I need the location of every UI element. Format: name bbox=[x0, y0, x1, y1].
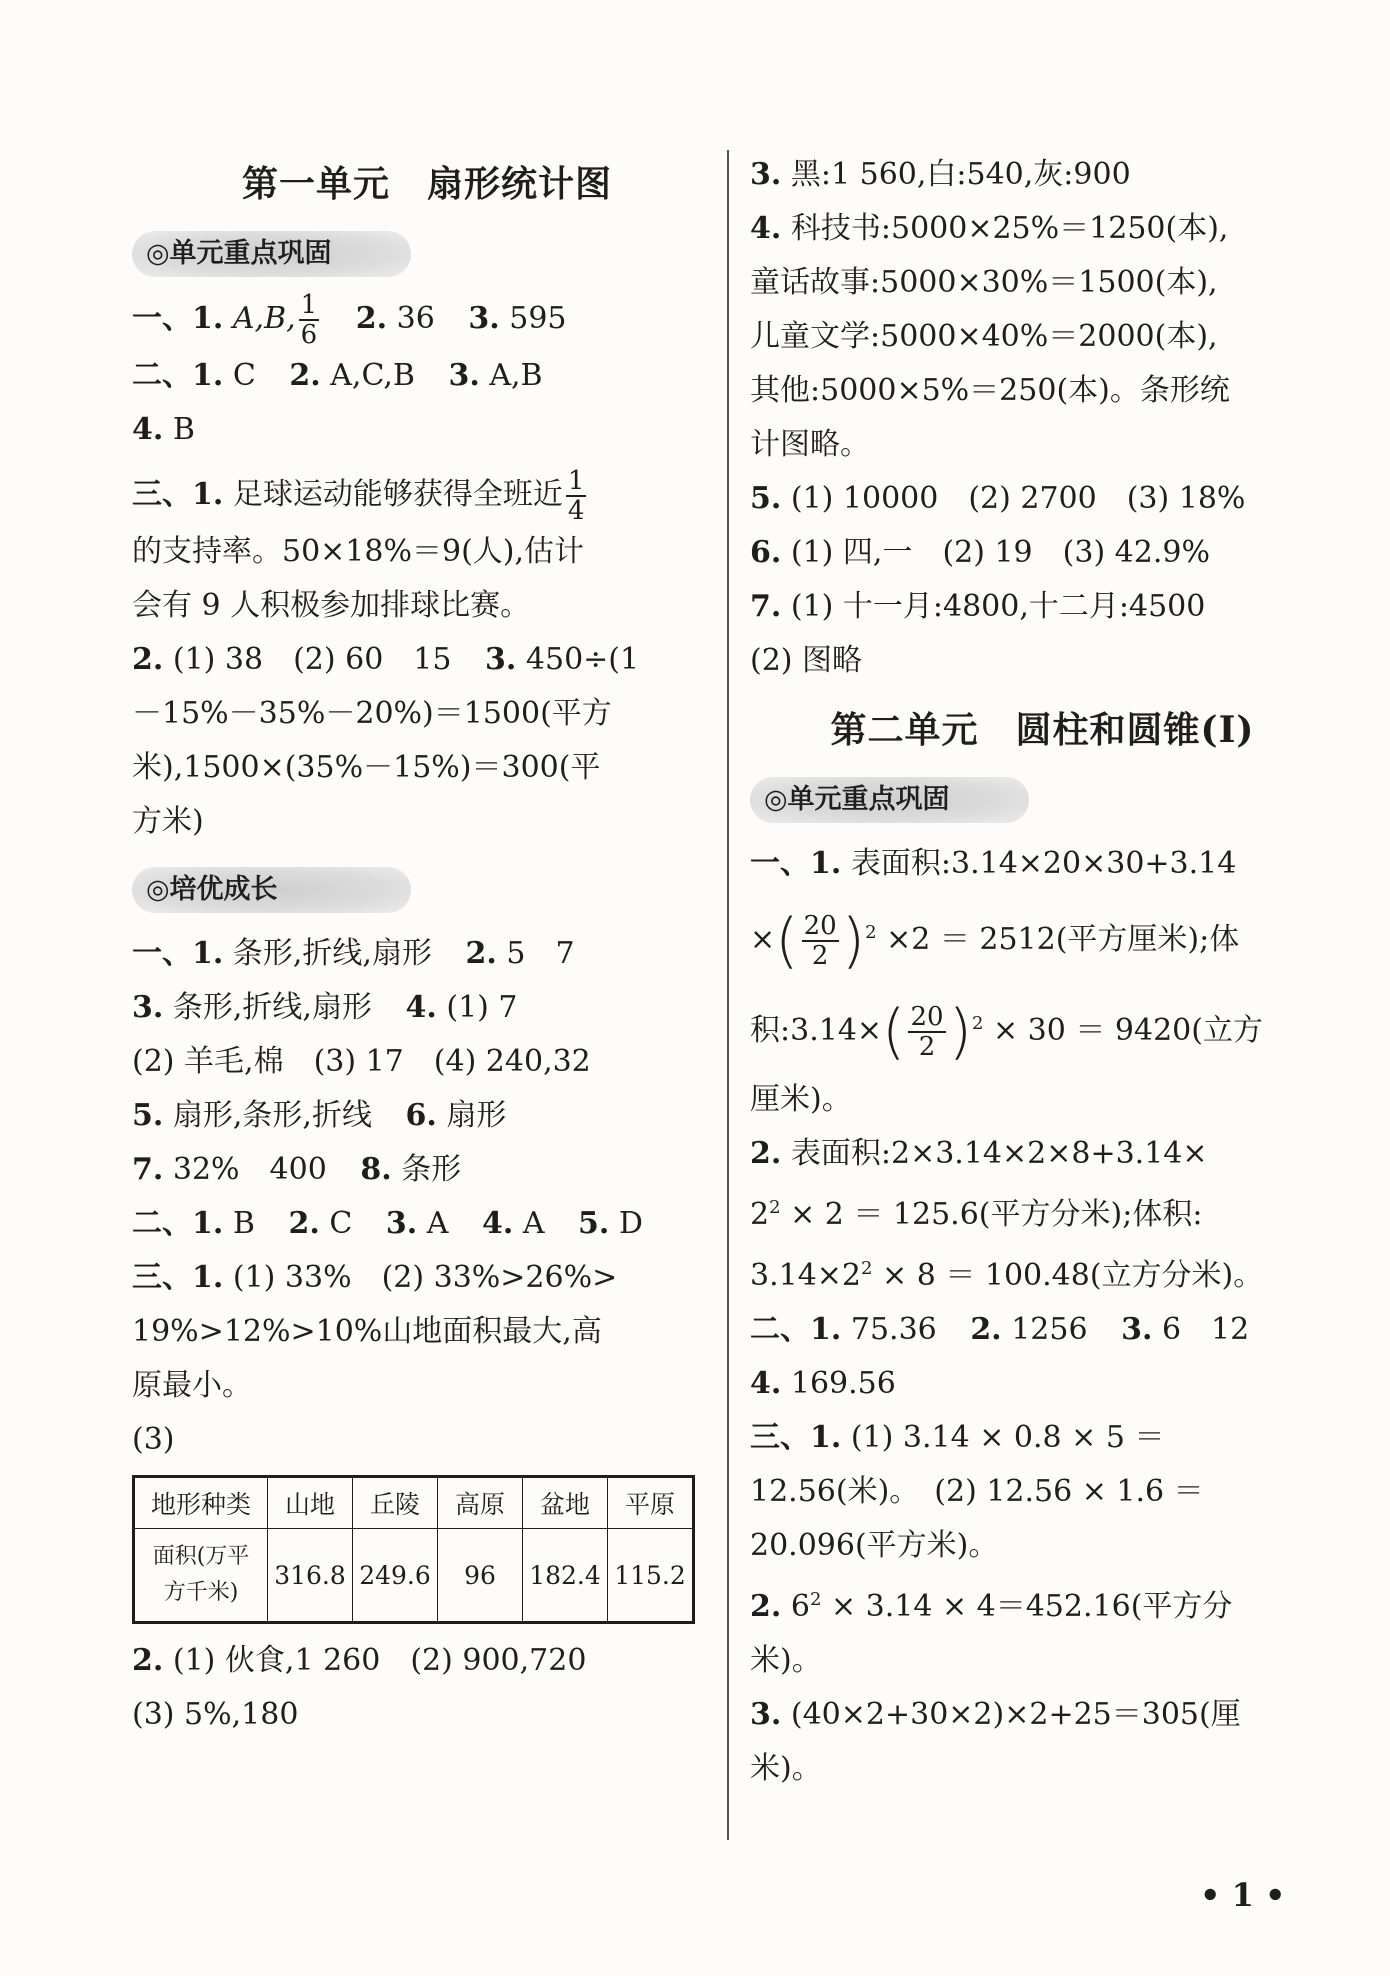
line bbox=[750, 580, 1335, 634]
item-num: 二、1. bbox=[132, 1206, 224, 1241]
section-label-advanced: ◎培优成长 bbox=[132, 867, 411, 913]
line: －15%－35%－20%)＝1500(平方 bbox=[132, 696, 612, 731]
item-num: 三、1. bbox=[132, 1260, 224, 1295]
answer: B bbox=[232, 1206, 255, 1241]
line: 计图略。 bbox=[750, 427, 870, 462]
numerator: 1 bbox=[300, 290, 318, 320]
item-num: 3. bbox=[1121, 1312, 1153, 1347]
item-num: 3. bbox=[750, 1697, 782, 1732]
numerator: 20 bbox=[803, 911, 837, 941]
item-num: 2. bbox=[750, 1136, 782, 1171]
answer: 扇形,条形,折线 bbox=[172, 1098, 372, 1133]
line: 米),1500×(35%－15%)＝300(平 bbox=[132, 750, 601, 785]
line bbox=[750, 1411, 1335, 1465]
line: 儿童文学:5000×40%＝2000(本), bbox=[750, 319, 1218, 354]
exponent: 2 bbox=[769, 1197, 781, 1218]
fraction bbox=[299, 291, 320, 349]
answer: 595 bbox=[509, 301, 567, 336]
item-num: 5. bbox=[132, 1098, 164, 1133]
table-cell: 249.6 bbox=[353, 1529, 438, 1623]
item-num: 7. bbox=[750, 589, 782, 624]
answer: 条形,折线,扇形 bbox=[172, 990, 372, 1025]
table-row bbox=[134, 1477, 694, 1529]
line bbox=[750, 1303, 1335, 1357]
right-column bbox=[750, 148, 1335, 1796]
answer: A bbox=[522, 1206, 545, 1241]
answer: 6 12 bbox=[1161, 1312, 1250, 1347]
line: (3) 5%,180 bbox=[132, 1697, 299, 1732]
line: (2) 羊毛,棉 (3) 17 (4) 240,32 bbox=[132, 1044, 591, 1079]
line: 米)。 bbox=[750, 1751, 822, 1786]
fraction bbox=[802, 912, 839, 970]
item-num: 5. bbox=[750, 481, 782, 516]
page-number: • 1 • bbox=[1200, 1876, 1286, 1914]
answer: 条形,折线,扇形 bbox=[232, 936, 432, 971]
table-header: 山地 bbox=[268, 1477, 353, 1529]
answer: (1) 伙食,1 260 (2) 900,720 bbox=[172, 1643, 587, 1678]
table-header: 高原 bbox=[438, 1477, 523, 1529]
item-num: 3. bbox=[448, 358, 480, 393]
line bbox=[750, 202, 1335, 256]
answer: A,B, bbox=[232, 301, 296, 336]
table-cell: 316.8 bbox=[268, 1529, 353, 1623]
table-row-label bbox=[134, 1529, 268, 1623]
left-column bbox=[132, 148, 722, 1742]
answer: 1256 bbox=[1011, 1312, 1088, 1347]
item-num: 4. bbox=[405, 990, 437, 1025]
line bbox=[132, 1143, 722, 1197]
line: 其他:5000×5%＝250(本)。条形统 bbox=[750, 373, 1230, 408]
line bbox=[750, 148, 1335, 202]
item-num: 3. bbox=[750, 157, 782, 192]
fraction bbox=[908, 1003, 945, 1061]
item-num: 6. bbox=[405, 1098, 437, 1133]
answer: (1) 10000 (2) 2700 (3) 18% bbox=[790, 481, 1246, 516]
answer: C bbox=[329, 1206, 353, 1241]
answer: 5 7 bbox=[506, 936, 575, 971]
answer: 足球运动能够获得全班近 bbox=[232, 477, 563, 512]
item-num: 5. bbox=[578, 1206, 610, 1241]
item-num: 3. bbox=[485, 642, 517, 677]
answer: C bbox=[232, 358, 256, 393]
answer: 科技书:5000×25%＝1250(本), bbox=[790, 211, 1229, 246]
table-cell: 182.4 bbox=[523, 1529, 608, 1623]
line bbox=[750, 1688, 1335, 1742]
table-cell: 115.2 bbox=[608, 1529, 694, 1623]
item-num: 8. bbox=[360, 1152, 392, 1187]
exponent: 2 bbox=[865, 922, 877, 943]
line: 米)。 bbox=[750, 1643, 822, 1678]
answer: A,C,B bbox=[330, 358, 415, 393]
answer: × 8 ＝ 100.48(立方分米)。 bbox=[872, 1258, 1264, 1293]
line bbox=[750, 837, 1335, 891]
line bbox=[132, 1089, 722, 1143]
line: 19%>12%>10%山地面积最大,高 bbox=[132, 1314, 602, 1349]
answer: 表面积:2×3.14×2×8+3.14× bbox=[790, 1136, 1208, 1171]
denominator: 2 bbox=[918, 1032, 936, 1062]
answer: (1) 3.14 × 0.8 × 5 ＝ bbox=[850, 1420, 1165, 1455]
item-num: 一、1. bbox=[132, 301, 224, 336]
line: (3) bbox=[132, 1422, 175, 1457]
line bbox=[750, 526, 1335, 580]
line bbox=[750, 1573, 1335, 1634]
table-header: 平原 bbox=[608, 1477, 694, 1529]
item-num: 三、1. bbox=[750, 1420, 842, 1455]
item-num: 6. bbox=[750, 535, 782, 570]
answer: (40×2+30×2)×2+25＝305(厘 bbox=[790, 1697, 1241, 1732]
line: 会有 9 人积极参加排球比赛。 bbox=[132, 588, 531, 623]
line bbox=[132, 981, 722, 1035]
answer: D bbox=[618, 1206, 643, 1241]
line bbox=[750, 1181, 1335, 1242]
exponent: 2 bbox=[861, 1258, 873, 1279]
line bbox=[132, 633, 722, 687]
numerator: 20 bbox=[910, 1002, 944, 1032]
unit-title-1: 第一单元 扇形统计图 bbox=[241, 163, 612, 205]
answer: A,B bbox=[489, 358, 543, 393]
line bbox=[132, 1634, 722, 1688]
line bbox=[132, 349, 722, 403]
item-num: 2. bbox=[750, 1589, 782, 1624]
answer: (1) 四,一 (2) 19 (3) 42.9% bbox=[790, 535, 1210, 570]
item-num: 一、1. bbox=[132, 936, 224, 971]
times-sign: × bbox=[750, 922, 776, 957]
line bbox=[132, 1197, 722, 1251]
answer: 450÷(1 bbox=[525, 642, 640, 677]
item-num: 4. bbox=[750, 211, 782, 246]
item-num: 4. bbox=[750, 1366, 782, 1401]
answer: 32% 400 bbox=[172, 1152, 327, 1187]
answer: (1) 38 (2) 60 15 bbox=[172, 642, 452, 677]
item-num: 7. bbox=[132, 1152, 164, 1187]
item-num: 一、1. bbox=[750, 846, 842, 881]
item-num: 2. bbox=[970, 1312, 1002, 1347]
answer: 积:3.14× bbox=[750, 1013, 883, 1048]
line: 童话故事:5000×30%＝1500(本), bbox=[750, 265, 1218, 300]
answer: 2 bbox=[750, 1197, 770, 1232]
line bbox=[750, 1127, 1335, 1181]
answer: 75.36 bbox=[850, 1312, 937, 1347]
table-header: 丘陵 bbox=[353, 1477, 438, 1529]
line bbox=[132, 927, 722, 981]
line: 原最小。 bbox=[132, 1368, 252, 1403]
item-num: 2. bbox=[132, 1643, 164, 1678]
line bbox=[132, 291, 722, 349]
denominator: 6 bbox=[300, 320, 318, 350]
item-num: 4. bbox=[132, 412, 164, 447]
item-num: 2. bbox=[465, 936, 497, 971]
item-num: 3. bbox=[385, 1206, 418, 1241]
answer: (1) 7 bbox=[446, 990, 518, 1025]
row-label-line: 方千米) bbox=[163, 1580, 239, 1605]
answer: 表面积:3.14×20×30+3.14 bbox=[850, 846, 1237, 881]
answer: 3.14×2 bbox=[750, 1258, 862, 1293]
line: 20.096(平方米)。 bbox=[750, 1528, 999, 1563]
answer: × 3.14 × 4＝452.16(平方分 bbox=[821, 1589, 1233, 1624]
answer: 扇形 bbox=[446, 1098, 507, 1133]
answer: 169.56 bbox=[790, 1366, 896, 1401]
line bbox=[750, 1242, 1335, 1303]
line: 的支持率。50×18%＝9(人),估计 bbox=[132, 534, 585, 569]
table-header: 地形种类 bbox=[134, 1477, 268, 1529]
line: (2) 图略 bbox=[750, 643, 863, 678]
item-num: 2. bbox=[288, 1206, 320, 1241]
item-num: 二、1. bbox=[750, 1312, 842, 1347]
line: ×( $\frac{20}{2}$ )$^2$ ×2 ＝ 2512(平方厘米);体 bbox=[750, 906, 1240, 976]
answer: × 30 ＝ 9420(立方 bbox=[992, 1013, 1263, 1048]
item-num: 3. bbox=[468, 301, 500, 336]
answer: ×2 ＝ 2512(平方厘米);体 bbox=[886, 922, 1240, 957]
line: 厘米)。 bbox=[750, 1082, 852, 1117]
item-num: 2. bbox=[289, 358, 321, 393]
item-num: 二、1. bbox=[132, 358, 224, 393]
line bbox=[750, 1357, 1335, 1411]
answer: 6 bbox=[790, 1589, 810, 1624]
line bbox=[750, 472, 1335, 526]
line bbox=[132, 467, 722, 525]
answer: × 2 ＝ 125.6(平方分米);体积: bbox=[780, 1197, 1203, 1232]
answer: 黑:1 560,白:540,灰:900 bbox=[790, 157, 1131, 192]
line bbox=[132, 1251, 722, 1305]
line bbox=[132, 403, 722, 457]
answer: (1) 十一月:4800,十二月:4500 bbox=[790, 589, 1206, 624]
section-label-key-review: ◎单元重点巩固 bbox=[132, 231, 411, 277]
column-divider bbox=[727, 150, 729, 1840]
item-num: 2. bbox=[355, 301, 388, 336]
exponent: 2 bbox=[971, 1013, 984, 1034]
table-header: 盆地 bbox=[523, 1477, 608, 1529]
answer: A bbox=[426, 1206, 449, 1241]
denominator: 4 bbox=[567, 496, 585, 526]
item-num: 2. bbox=[132, 642, 164, 677]
line: 12.56(米)。 (2) 12.56 × 1.6 ＝ bbox=[750, 1474, 1204, 1509]
fraction bbox=[566, 467, 587, 525]
line: 方米) bbox=[132, 804, 204, 839]
numerator: 1 bbox=[567, 466, 585, 496]
table-cell: 96 bbox=[438, 1529, 523, 1623]
answer: 条形 bbox=[401, 1152, 462, 1187]
answer: 36 bbox=[396, 301, 435, 336]
denominator: 2 bbox=[811, 941, 829, 971]
table-row bbox=[134, 1529, 694, 1623]
item-num: 4. bbox=[481, 1206, 514, 1241]
answer: B bbox=[172, 412, 195, 447]
answer: (1) 33% (2) 33%>26%> bbox=[232, 1260, 618, 1295]
unit-title-2: 第二单元 圆柱和圆锥(Ⅰ) bbox=[830, 709, 1255, 751]
item-num: 3. bbox=[132, 990, 164, 1025]
row-label-line: 面积(万平 bbox=[152, 1544, 250, 1569]
line: 积:3.14×( $\frac{20}{2}$ )$^2$ × 30 ＝ 9420(立方 bbox=[750, 997, 1263, 1067]
exponent: 2 bbox=[809, 1589, 822, 1610]
item-num: 三、1. bbox=[132, 477, 224, 512]
terrain-area-table bbox=[132, 1475, 695, 1624]
section-label-key-review: ◎单元重点巩固 bbox=[750, 777, 1029, 823]
